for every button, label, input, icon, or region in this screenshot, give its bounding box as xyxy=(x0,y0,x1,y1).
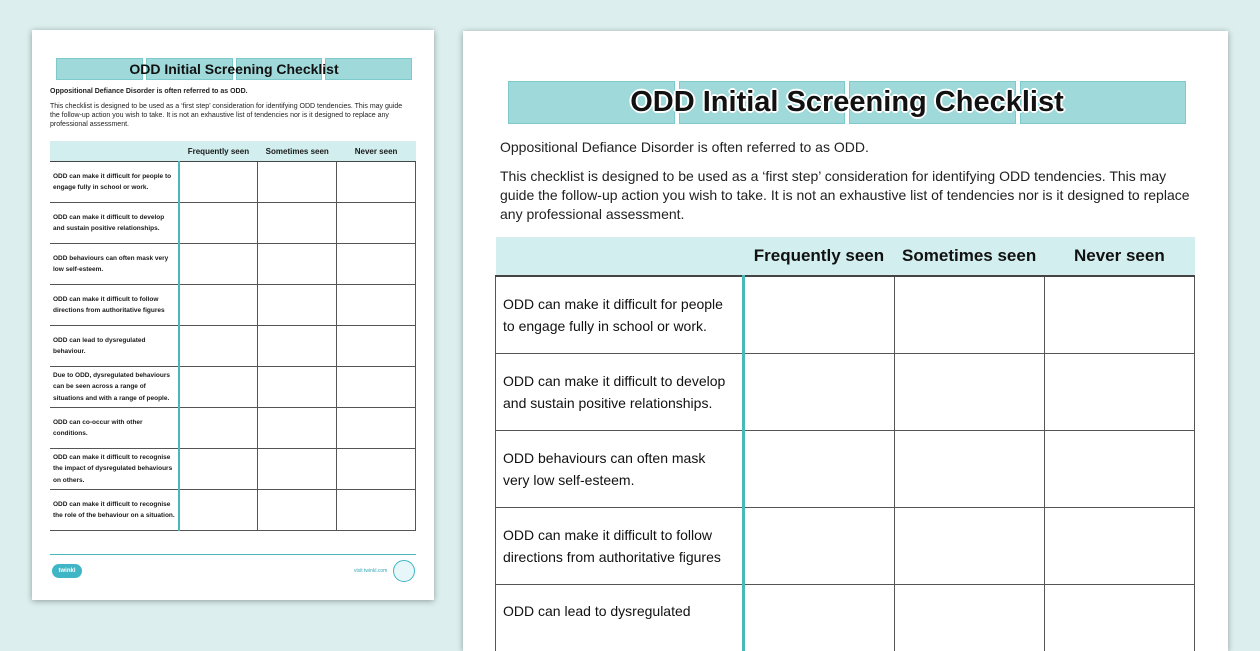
table-row xyxy=(496,276,1195,354)
row-label: ODD can make it difficult to develop and sustain positive relationships. xyxy=(496,354,744,431)
checkbox-cell[interactable] xyxy=(179,244,258,285)
table-row xyxy=(50,367,416,408)
table-header-row xyxy=(50,141,416,162)
title-bar-large xyxy=(508,81,1186,124)
checkbox-cell[interactable] xyxy=(258,367,337,408)
checkbox-cell[interactable] xyxy=(1044,276,1194,354)
table-row xyxy=(50,408,416,449)
checkbox-cell[interactable] xyxy=(258,449,337,490)
table-row xyxy=(50,244,416,285)
checkbox-cell[interactable] xyxy=(179,367,258,408)
quality-seal-icon xyxy=(393,560,415,582)
row-label: ODD can lead to dysregulated behaviour. xyxy=(50,326,179,367)
row-label: ODD behaviours can often mask very low self-esteem. xyxy=(50,244,179,285)
checkbox-cell[interactable] xyxy=(744,431,894,508)
zoomed-page xyxy=(463,31,1228,651)
checkbox-cell[interactable] xyxy=(258,326,337,367)
column-header-never: Never seen xyxy=(337,141,416,162)
checkbox-cell[interactable] xyxy=(1044,431,1194,508)
row-label: ODD can make it difficult to follow directions from authoritative figures xyxy=(50,285,179,326)
row-label: ODD can co-occur with other conditions. xyxy=(50,408,179,449)
intro-line: Oppositional Defiance Disorder is often referred to as ODD. xyxy=(50,87,410,96)
intro-paragraph: This checklist is designed to be used as a ‘first step’ consideration for identifying ODD tendencies. This may guide the follow-up action you wish to take. It is not an exhaustive list of tendencies nor is it designed to replace any professional assessment. xyxy=(50,102,410,129)
checkbox-cell[interactable] xyxy=(1044,354,1194,431)
intro-line-large: Oppositional Defiance Disorder is often referred to as ODD. xyxy=(500,138,1200,157)
column-header-frequently: Frequently seen xyxy=(744,237,894,276)
thumbnail-page xyxy=(32,30,434,600)
checkbox-cell[interactable] xyxy=(894,585,1044,651)
checkbox-cell[interactable] xyxy=(337,285,416,326)
checkbox-cell[interactable] xyxy=(894,276,1044,354)
checkbox-cell[interactable] xyxy=(258,490,337,531)
checkbox-cell[interactable] xyxy=(179,326,258,367)
checkbox-cell[interactable] xyxy=(258,203,337,244)
checkbox-cell[interactable] xyxy=(179,490,258,531)
row-label: ODD can make it difficult to follow directions from authoritative figures xyxy=(496,508,744,585)
checkbox-cell[interactable] xyxy=(337,449,416,490)
table-row xyxy=(50,162,416,203)
page-title-large: ODD Initial Screening Checklist xyxy=(508,81,1186,124)
row-label: ODD can make it difficult for people to engage fully in school or work. xyxy=(50,162,179,203)
row-label: ODD can make it difficult to recognise the impact of dysregulated behaviours on others. xyxy=(50,449,179,490)
title-bar xyxy=(56,58,412,80)
checkbox-cell[interactable] xyxy=(744,354,894,431)
checkbox-cell[interactable] xyxy=(894,431,1044,508)
column-header-never: Never seen xyxy=(1044,237,1194,276)
row-label: ODD behaviours can often mask very low self-esteem. xyxy=(496,431,744,508)
checkbox-cell[interactable] xyxy=(1044,508,1194,585)
checkbox-cell[interactable] xyxy=(744,508,894,585)
row-label: ODD can make it difficult for people to engage fully in school or work. xyxy=(496,276,744,354)
table-header-row xyxy=(496,237,1195,276)
row-label: ODD can make it difficult to recognise the role of the behaviour on a situation. xyxy=(50,490,179,531)
row-label: ODD can make it difficult to develop and sustain positive relationships. xyxy=(50,203,179,244)
column-header-frequently: Frequently seen xyxy=(179,141,258,162)
checkbox-cell[interactable] xyxy=(337,408,416,449)
column-header-sometimes: Sometimes seen xyxy=(894,237,1044,276)
table-row xyxy=(50,326,416,367)
row-label: ODD can lead to dysregulated xyxy=(496,585,744,651)
column-header-blank xyxy=(496,237,744,276)
checkbox-cell[interactable] xyxy=(337,162,416,203)
table-row xyxy=(50,285,416,326)
checkbox-cell[interactable] xyxy=(258,285,337,326)
checkbox-cell[interactable] xyxy=(894,354,1044,431)
checkbox-cell[interactable] xyxy=(179,285,258,326)
checklist-table-large xyxy=(495,237,1195,651)
checkbox-cell[interactable] xyxy=(337,490,416,531)
checkbox-cell[interactable] xyxy=(258,408,337,449)
checkbox-cell[interactable] xyxy=(179,162,258,203)
checkbox-cell[interactable] xyxy=(894,508,1044,585)
checkbox-cell[interactable] xyxy=(744,276,894,354)
table-row xyxy=(496,585,1195,651)
page-title: ODD Initial Screening Checklist xyxy=(56,58,412,80)
checkbox-cell[interactable] xyxy=(258,244,337,285)
table-row xyxy=(496,354,1195,431)
checkbox-cell[interactable] xyxy=(179,449,258,490)
column-header-sometimes: Sometimes seen xyxy=(258,141,337,162)
table-row xyxy=(50,490,416,531)
checkbox-cell[interactable] xyxy=(337,367,416,408)
table-row xyxy=(50,203,416,244)
table-row xyxy=(50,449,416,490)
checkbox-cell[interactable] xyxy=(337,326,416,367)
checkbox-cell[interactable] xyxy=(258,162,337,203)
checkbox-cell[interactable] xyxy=(179,408,258,449)
footer-divider xyxy=(50,554,416,555)
intro-paragraph-large: This checklist is designed to be used as a ‘first step’ consideration for identifying ODD tendencies. This may guide the follow-up action you wish to take. It is not an exhaustive list of tendencies nor is it designed to replace any professional assessment. xyxy=(500,167,1190,224)
twinkl-logo: twinkl xyxy=(52,564,82,578)
column-header-blank xyxy=(50,141,179,162)
footer-link[interactable]: visit twinkl.com xyxy=(354,568,387,574)
checkbox-cell[interactable] xyxy=(179,203,258,244)
checkbox-cell[interactable] xyxy=(744,585,894,651)
row-label: Due to ODD, dysregulated behaviours can be seen across a range of situations and with a range of people. xyxy=(50,367,179,408)
checklist-table xyxy=(50,141,416,531)
table-row xyxy=(496,508,1195,585)
checkbox-cell[interactable] xyxy=(337,244,416,285)
table-row xyxy=(496,431,1195,508)
checkbox-cell[interactable] xyxy=(1044,585,1194,651)
checkbox-cell[interactable] xyxy=(337,203,416,244)
